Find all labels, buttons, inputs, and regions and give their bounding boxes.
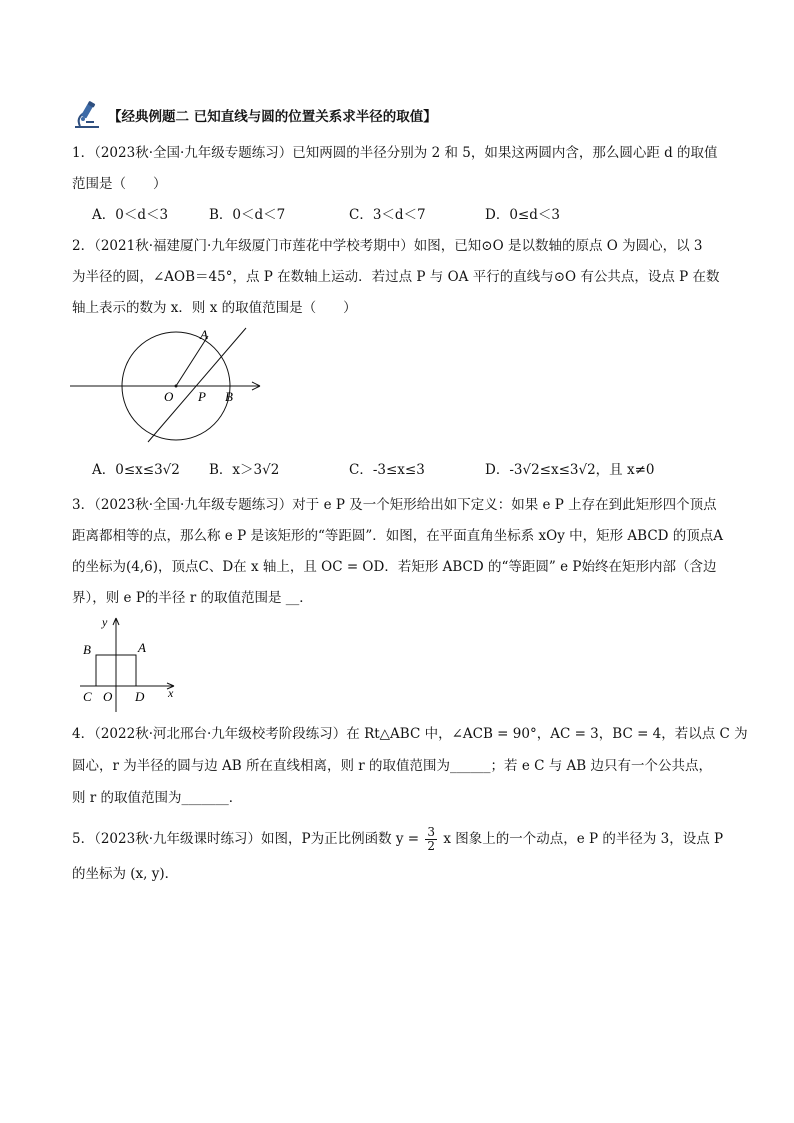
q2-label-a: A [200, 327, 208, 342]
q2-option-d[interactable]: D．-3√2≤x≤3√2，且 x≠0 [485, 462, 655, 478]
q3-label-d: D [135, 689, 145, 704]
q1-line1: 1．（2023秋·全国·九年级专题练习）已知两圆的半径分别为 2 和 5，如果这两圆内含，那么圆心距 d 的取值 [72, 145, 718, 161]
q4-line1: 4．（2022秋·河北邢台·九年级校考阶段练习）在 Rt△ABC 中，∠ACB = 90°，AC = 3，BC = 4，若以点 C 为 [72, 726, 748, 742]
q2-line3: 轴上表示的数为 x．则 x 的取值范围是（ ） [72, 300, 357, 316]
q3-line3: 的坐标为(4,6)，顶点C、D在 x 轴上，且 OC = OD．若矩形 ABCD 的“等距圆” e P始终在矩形内部（含边 [72, 559, 717, 575]
q1-option-b[interactable]: B．0＜d＜7 [209, 207, 286, 223]
q2-line2: 为半径的圆，∠AOB＝45°，点 P 在数轴上运动．若过点 P 与 OA 平行的直线与⊙O 有公共点，设点 P 在数 [72, 269, 720, 285]
q3-label-a: A [138, 640, 146, 655]
q1-option-d[interactable]: D．0≤d＜3 [485, 207, 560, 223]
q2-option-c[interactable]: C．-3≤x≤3 [349, 462, 425, 478]
q5-text-before: 5．（2023秋·九年级课时练习）如图，P为正比例函数 y = [72, 831, 420, 847]
section-title: 【经典例题二 已知直线与圆的位置关系求半径的取值】 [108, 109, 437, 125]
q5-fraction-denominator: 2 [427, 839, 436, 853]
q5-fraction-numerator: 3 [427, 825, 436, 839]
q2-point-o [175, 385, 178, 388]
q2-figure [66, 322, 272, 446]
q1-options [92, 205, 712, 225]
q2-option-b[interactable]: B．x＞3√2 [209, 462, 280, 478]
q3-label-o: O [103, 689, 113, 704]
q3-label-b: B [83, 642, 91, 657]
q3-line2: 距离都相等的点，那么称 e P 是该矩形的“等距圆”．如图，在平面直角坐标系 xOy 中，矩形 ABCD 的顶点A [72, 528, 724, 544]
q5-line1 [72, 826, 732, 853]
q2-parallel-line [148, 328, 246, 442]
q2-options [92, 460, 712, 480]
q1-option-c[interactable]: C．3＜d＜7 [349, 207, 426, 223]
q2-line1: 2．（2021秋·福建厦门·九年级厦门市莲花中学校考期中）如图，已知⊙O 是以数轴的原点 O 为圆心，以 3 [72, 238, 703, 254]
q2-option-a[interactable]: A．0≤x≤3√2 [92, 462, 180, 478]
q3-label-x: x [168, 686, 174, 700]
q2-label-p: P [198, 389, 206, 404]
q3-line1: 3．（2023秋·全国·九年级专题练习）对于 e P 及一个矩形给出如下定义：如果 e P 上存在到此矩形四个顶点 [72, 497, 717, 513]
q4-line2: 圆心，r 为半径的圆与边 AB 所在直线相离，则 r 的取值范围为______；若 e C 与 AB 边只有一个公共点， [72, 758, 712, 774]
q1-line2: 范围是（ ） [72, 176, 167, 192]
q2-label-b: B [225, 389, 233, 404]
q5-text-after: x 图象上的一个动点，e P 的半径为 3，设点 P [443, 831, 724, 847]
microscope-icon [72, 100, 102, 130]
q3-label-c: C [83, 689, 92, 704]
q1-option-a[interactable]: A．0＜d＜3 [92, 207, 169, 223]
q5-line2: 的坐标为 (x, y)． [72, 866, 179, 882]
q3-line4: 界），则 e P的半径 r 的取值范围是 __． [72, 590, 313, 606]
q4-line3: 则 r 的取值范围为_______． [72, 790, 243, 806]
q5-fraction [425, 826, 437, 853]
q2-label-o: O [164, 389, 174, 404]
q3-label-y: y [102, 615, 108, 629]
q3-figure [78, 612, 190, 716]
